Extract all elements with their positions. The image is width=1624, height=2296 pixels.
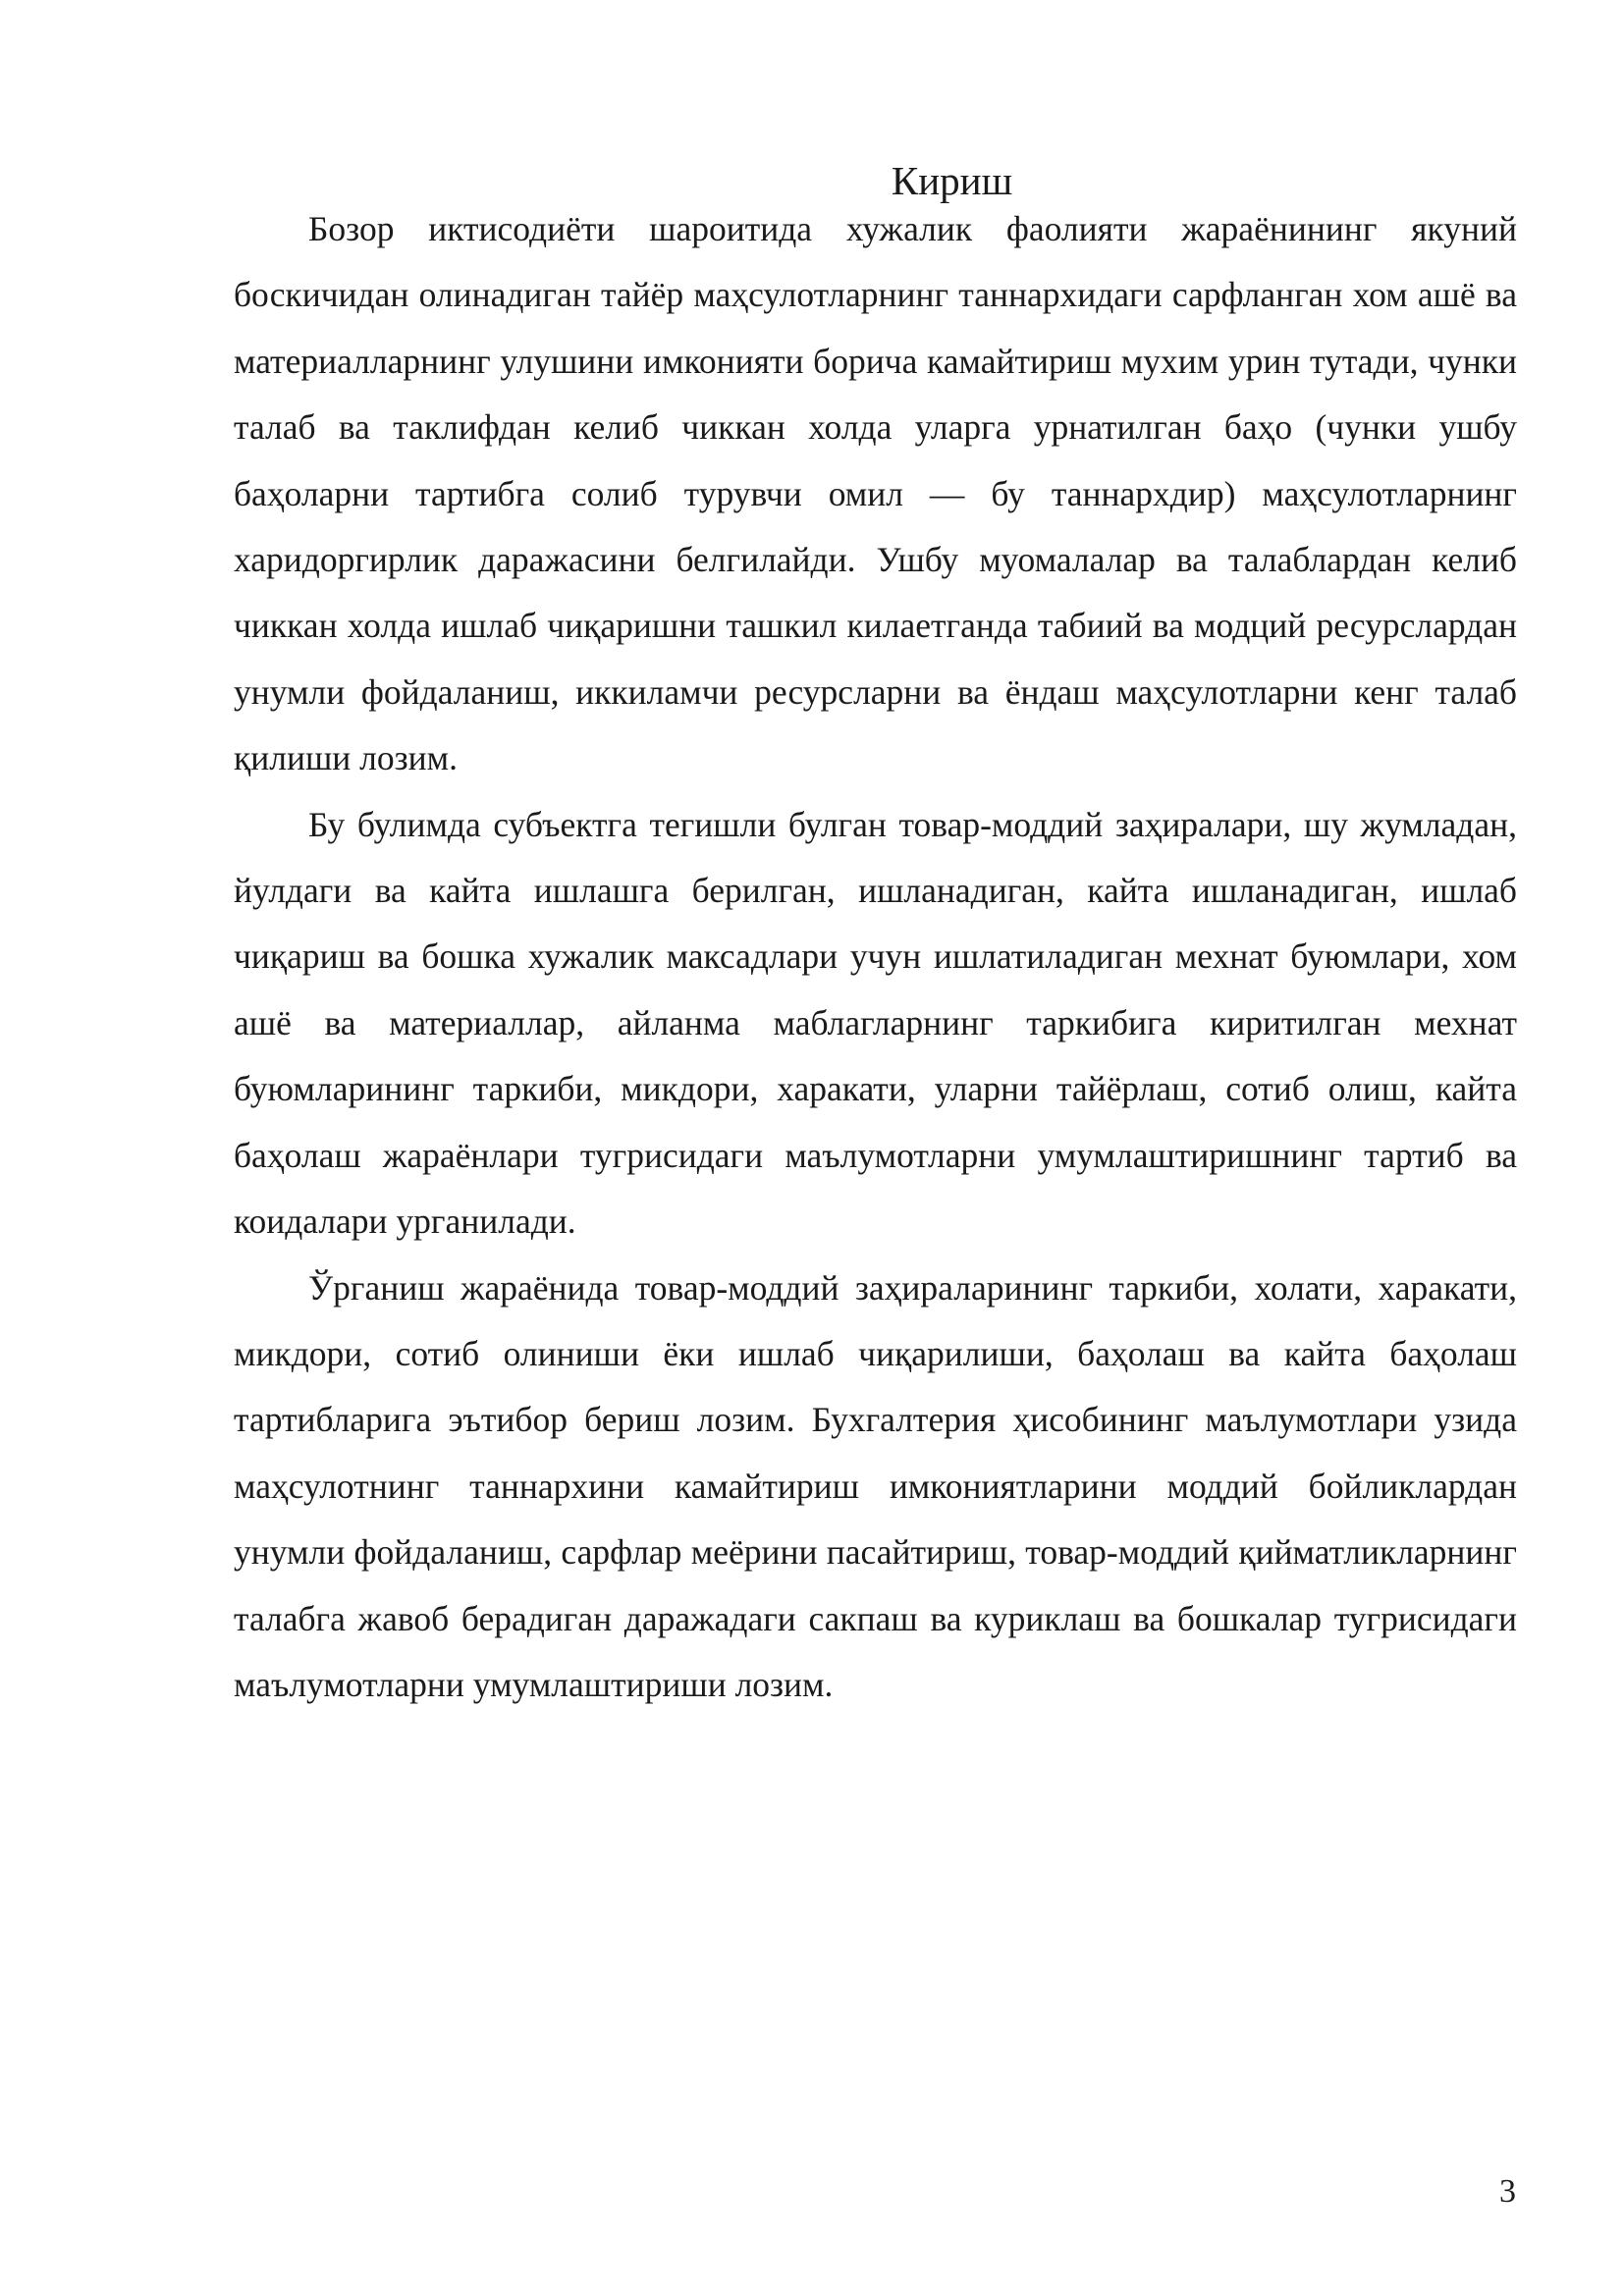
body-text bbox=[234, 196, 1517, 1718]
page-number: 3 bbox=[1499, 2173, 1516, 2210]
paragraph-3: Ўрганиш жараёнида товар-моддий заҳираларининг таркиби, холати, харакати, микдори, сотиб олиниши ёки ишлаб чиқарилиши, баҳолаш ва кайта баҳолаш тартибларига эътибор бериш лозим. Бухгалтерия ҳисобининг маълумотлари узида маҳсулотнинг таннархини камайтириш имкониятларини моддий бойликлардан унумли фойдаланиш, сарфлар меёрини пасайтириш, товар-моддий қийматликларнинг талабга жавоб берадиган даражадаги сакпаш ва куриклаш ва бошкалар тугрисидаги маълумотларни умумлаштириши лозим. bbox=[234, 1267, 1517, 1704]
section-heading: Кириш bbox=[891, 158, 1013, 203]
paragraph-2: Бу булимда субъектга тегишли булган товар-моддий заҳиралари, шу жумладан, йулдаги ва кайта ишлашга берилган, ишланадиган, кайта ишланадиган, ишлаб чиқариш ва бошка хужалик максадлари учун ишлатиладиган мехнат буюмлари, хом ашё ва материаллар, айланма маблагларнинг таркибига киритилган мехнат буюмларининг таркиби, микдори, харакати, уларни тайёрлаш, сотиб олиш, кайта баҳолаш жараёнлари тугрисидаги маълумотларни умумлаштиришнинг тартиб ва коидалари урганилади. bbox=[234, 804, 1517, 1242]
paragraph-1: Бозор иктисодиёти шароитида хужалик фаолияти жараёнининг якуний боскичидан олинадиган тайёр маҳсулотларнинг таннархидаги сарфланган хом ашё ва материалларнинг улушини имконияти борича камайтириш мухим урин тутади, чунки талаб ва таклифдан келиб чиккан холда уларга урнатилган баҳо (чунки ушбу баҳоларни тартибга солиб турувчи омил — бу таннархдир) маҳсулотларнинг харидоргирлик даражасини белгилайди. Ушбу муомалалар ва талаблардан келиб чиккан холда ишлаб чиқаришни ташкил килаетганда табиий ва модций ресурслардан унумли фойдаланиш, иккиламчи ресурсларни ва ёндаш маҳсулотларни кенг талаб қилиши лозим. bbox=[234, 209, 1517, 778]
